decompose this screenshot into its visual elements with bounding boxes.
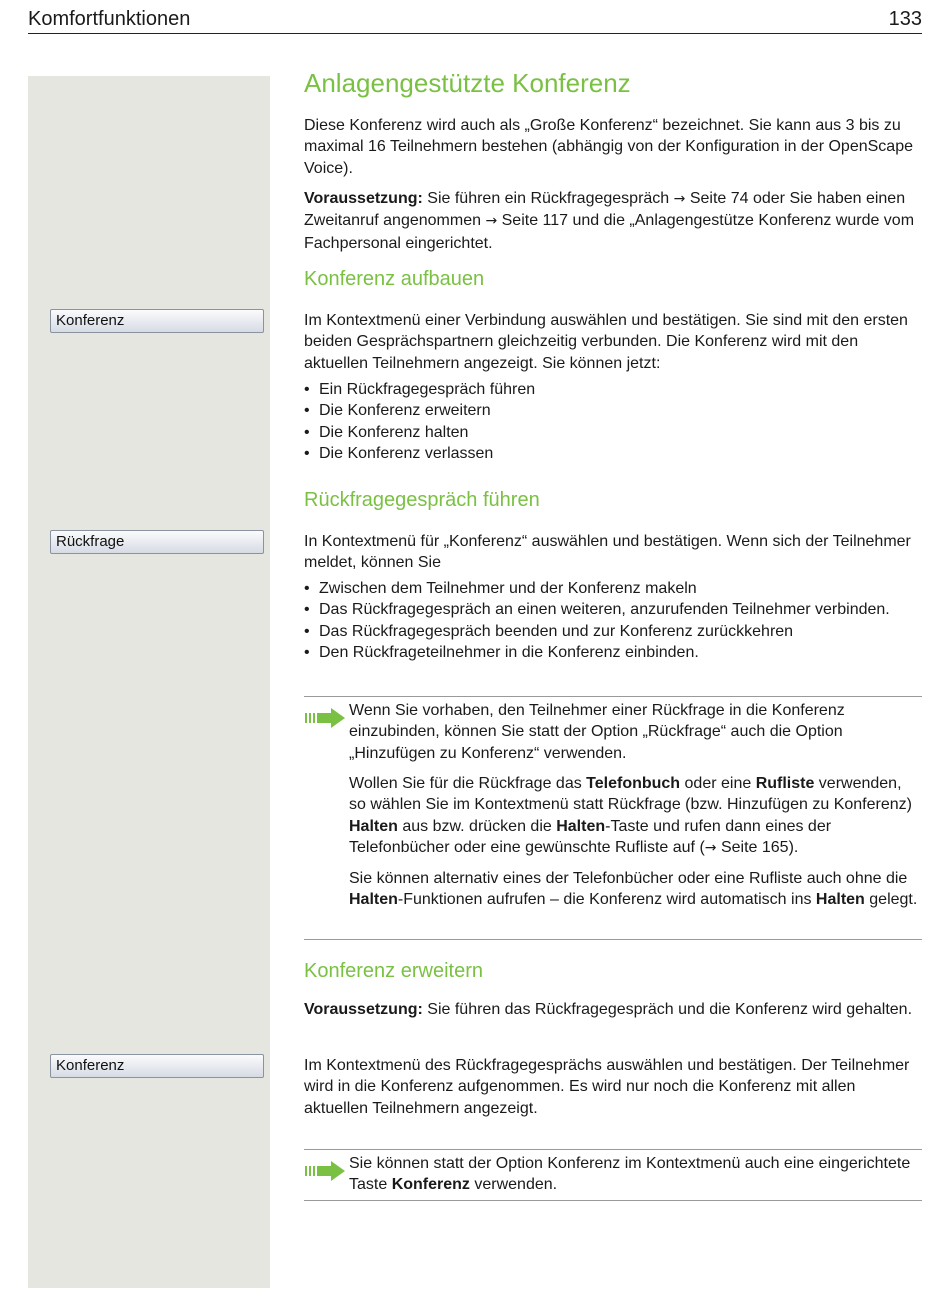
erweitern-text: Im Kontextmenü des Rückfragegesprächs auswählen und bestätigen. Der Teilnehmer wird in die Konferenz aufgenommen. Es wird nur noch die Konferenz mit allen aktuellen Teilnehmern angezeigt. xyxy=(304,1057,910,1117)
note-paragraph: Sie können alternativ eines der Telefonbücher oder eine Rufliste auch ohne die Halten-Funktionen aufrufen – die Konferenz wird automatisch ins Halten gelegt. xyxy=(349,870,918,909)
rueckfrage-options-list xyxy=(304,578,922,663)
page-header xyxy=(28,6,922,34)
list-item: • Das Rückfragegespräch beenden und zur Konferenz zurückkehren xyxy=(304,621,922,642)
note-box-konferenz xyxy=(304,1149,922,1201)
rueckfrage-menu-button[interactable]: Rückfrage xyxy=(50,530,264,554)
list-item: • Den Rückfrageteilnehmer in die Konferenz einbinden. xyxy=(304,642,922,663)
page-ref-arrow-icon: → xyxy=(485,213,498,230)
konferenz-options-list xyxy=(304,379,922,464)
note-paragraph: Wollen Sie für die Rückfrage das Telefonbuch oder eine Rufliste verwenden, so wählen Sie im Kontextmenü statt Rückfrage (bzw. Hinzufügen zu Konferenz) Halten aus bzw. drücken die Halten-Taste und rufen dann eines der Telefonbücher oder eine gewünschte Rufliste auf (→ Seite 165). xyxy=(349,775,912,856)
list-item: • Ein Rückfragegespräch führen xyxy=(304,379,922,400)
section-title: Komfortfunktionen xyxy=(28,8,191,30)
konferenz-aufbauen-text: Im Kontextmenü einer Verbindung auswählen und bestätigen. Sie sind mit den ersten beiden Gesprächspartnern gleichzeitig verbunden. Die Konferenz wird mit den aktuellen Teilnehmern angezeigt. Sie können jetzt: xyxy=(304,312,908,372)
page-ref-arrow-icon: → xyxy=(673,191,686,207)
heading-konferenz-aufbauen: Konferenz aufbauen xyxy=(304,268,485,290)
page-number: 133 xyxy=(888,8,922,30)
erweitern-prerequisite: Voraussetzung: Sie führen das Rückfragegespräch und die Konferenz wird gehalten. xyxy=(304,1001,913,1018)
sidebar xyxy=(28,76,270,1288)
list-item: • Zwischen dem Teilnehmer und der Konferenz makeln xyxy=(304,578,922,599)
note-paragraph: Wenn Sie vorhaben, den Teilnehmer einer Rückfrage in die Konferenz einzubinden, können Sie statt der Option „Rückfrage“ auch die Option „Hinzufügen zu Konferenz“ verwenden. xyxy=(349,702,845,762)
heading-rueckfragegespraech: Rückfragegespräch führen xyxy=(304,489,540,511)
konferenz-menu-button[interactable]: Konferenz xyxy=(50,309,264,333)
list-item: • Die Konferenz halten xyxy=(304,422,922,443)
rueckfrage-text: In Kontextmenü für „Konferenz“ auswählen und bestätigen. Wenn sich der Teilnehmer meldet, können Sie xyxy=(304,533,911,572)
note-paragraph: Sie können statt der Option Konferenz im Kontextmenü auch eine eingerichtete Taste Konferenz verwenden. xyxy=(349,1155,911,1194)
konferenz-menu-button-2[interactable]: Konferenz xyxy=(50,1054,264,1078)
note-arrow-icon xyxy=(304,707,346,729)
prerequisite-label: Voraussetzung: xyxy=(304,1001,423,1018)
page-ref-arrow-icon: → xyxy=(704,839,717,856)
note-arrow-icon xyxy=(304,1160,346,1182)
list-item: • Das Rückfragegespräch an einen weiteren, anzurufenden Teilnehmer verbinden. xyxy=(304,599,922,620)
list-item: • Die Konferenz erweitern xyxy=(304,400,922,421)
list-item: • Die Konferenz verlassen xyxy=(304,443,922,464)
heading-konferenz-erweitern: Konferenz erweitern xyxy=(304,960,483,982)
prerequisite-label: Voraussetzung: xyxy=(304,190,423,207)
intro-paragraph: Diese Konferenz wird auch als „Große Konferenz“ bezeichnet. Sie kann aus 3 bis zu maximal 16 Teilnehmern bestehen (abhängig von der Konfiguration in der OpenScape Voice). xyxy=(304,117,913,177)
prerequisite-paragraph: Voraussetzung: Sie führen ein Rückfragegespräch → Seite 74 oder Sie haben einen Zweitanruf angenommen → Seite 117 und die „Anlagengestütze Konferenz wurde vom Fachpersonal eingerichtet. xyxy=(304,190,915,252)
page-title: Anlagengestützte Konferenz xyxy=(304,68,631,98)
note-box-rueckfrage xyxy=(304,696,922,940)
